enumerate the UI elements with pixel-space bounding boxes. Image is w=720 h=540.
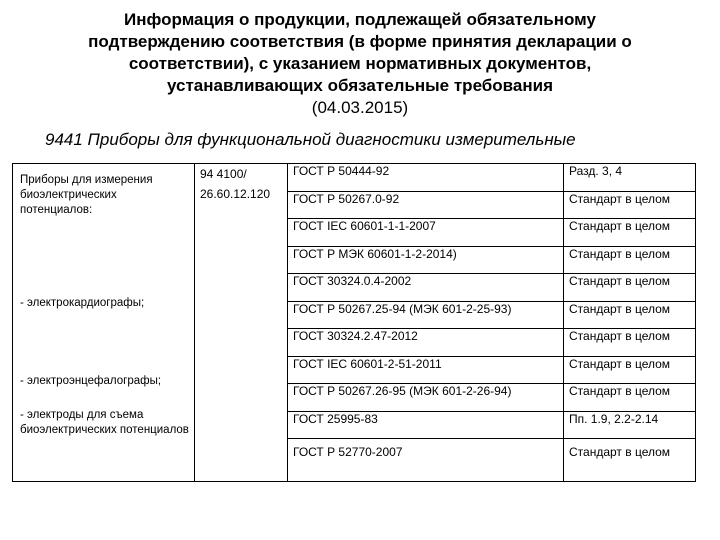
requirement-cell: Стандарт в целом xyxy=(564,439,696,482)
standard-cell: ГОСТ 25995-83 xyxy=(288,411,564,439)
okpd-code: 26.60.12.120 xyxy=(200,187,271,201)
product-electrodes: - электроды для съема биоэлектрических потенциалов xyxy=(20,409,189,436)
requirement-cell: Стандарт в целом xyxy=(564,191,696,219)
product-code-cell xyxy=(195,164,288,482)
product-intro: Приборы для измерения биоэлектрических потенциалов: xyxy=(20,174,153,216)
standard-cell: ГОСТ Р 52770-2007 xyxy=(288,439,564,482)
product-group-heading: 9441 Приборы для функциональной диагностики измерительные xyxy=(45,130,576,149)
document-title xyxy=(40,9,680,119)
standard-cell: ГОСТ Р 50267.0-92 xyxy=(288,191,564,219)
standard-cell: ГОСТ Р 50444-92 xyxy=(288,164,564,192)
requirement-cell: Стандарт в целом xyxy=(564,219,696,247)
standard-cell: ГОСТ IEC 60601-1-1-2007 xyxy=(288,219,564,247)
title-date: (04.03.2015) xyxy=(311,98,409,117)
standards-table xyxy=(12,163,696,482)
requirement-cell: Стандарт в целом xyxy=(564,301,696,329)
standard-cell: ГОСТ 30324.2.47-2012 xyxy=(288,329,564,357)
title-line-3: соответствии), с указанием нормативных документов, xyxy=(128,54,592,73)
requirement-cell: Стандарт в целом xyxy=(564,329,696,357)
standard-cell: ГОСТ Р 50267.25-94 (МЭК 601-2-25-93) xyxy=(288,301,564,329)
product-ecg: - электрокардиографы; xyxy=(20,297,145,309)
product-description-cell xyxy=(13,164,195,482)
title-line-1: Информация о продукции, подлежащей обязательному xyxy=(124,10,596,29)
standard-cell: ГОСТ Р МЭК 60601-1-2-2014) xyxy=(288,246,564,274)
standard-cell: ГОСТ IEC 60601-2-51-2011 xyxy=(288,356,564,384)
standard-cell: ГОСТ Р 50267.26-95 (МЭК 601-2-26-94) xyxy=(288,384,564,412)
requirement-cell: Стандарт в целом xyxy=(564,274,696,302)
table-row xyxy=(13,164,696,192)
standard-cell: ГОСТ 30324.0.4-2002 xyxy=(288,274,564,302)
title-line-4: устанавливающих обязательные требования xyxy=(166,76,554,95)
requirement-cell: Стандарт в целом xyxy=(564,356,696,384)
okp-code: 94 4100/ xyxy=(200,167,247,181)
title-line-2: подтверждению соответствия (в форме принятия декларации о xyxy=(88,32,632,51)
product-eeg: - электроэнцефалографы; xyxy=(20,375,162,387)
requirement-cell: Разд. 3, 4 xyxy=(564,164,696,192)
requirement-cell: Стандарт в целом xyxy=(564,384,696,412)
requirement-cell: Пп. 1.9, 2.2-2.14 xyxy=(564,411,696,439)
requirement-cell: Стандарт в целом xyxy=(564,246,696,274)
